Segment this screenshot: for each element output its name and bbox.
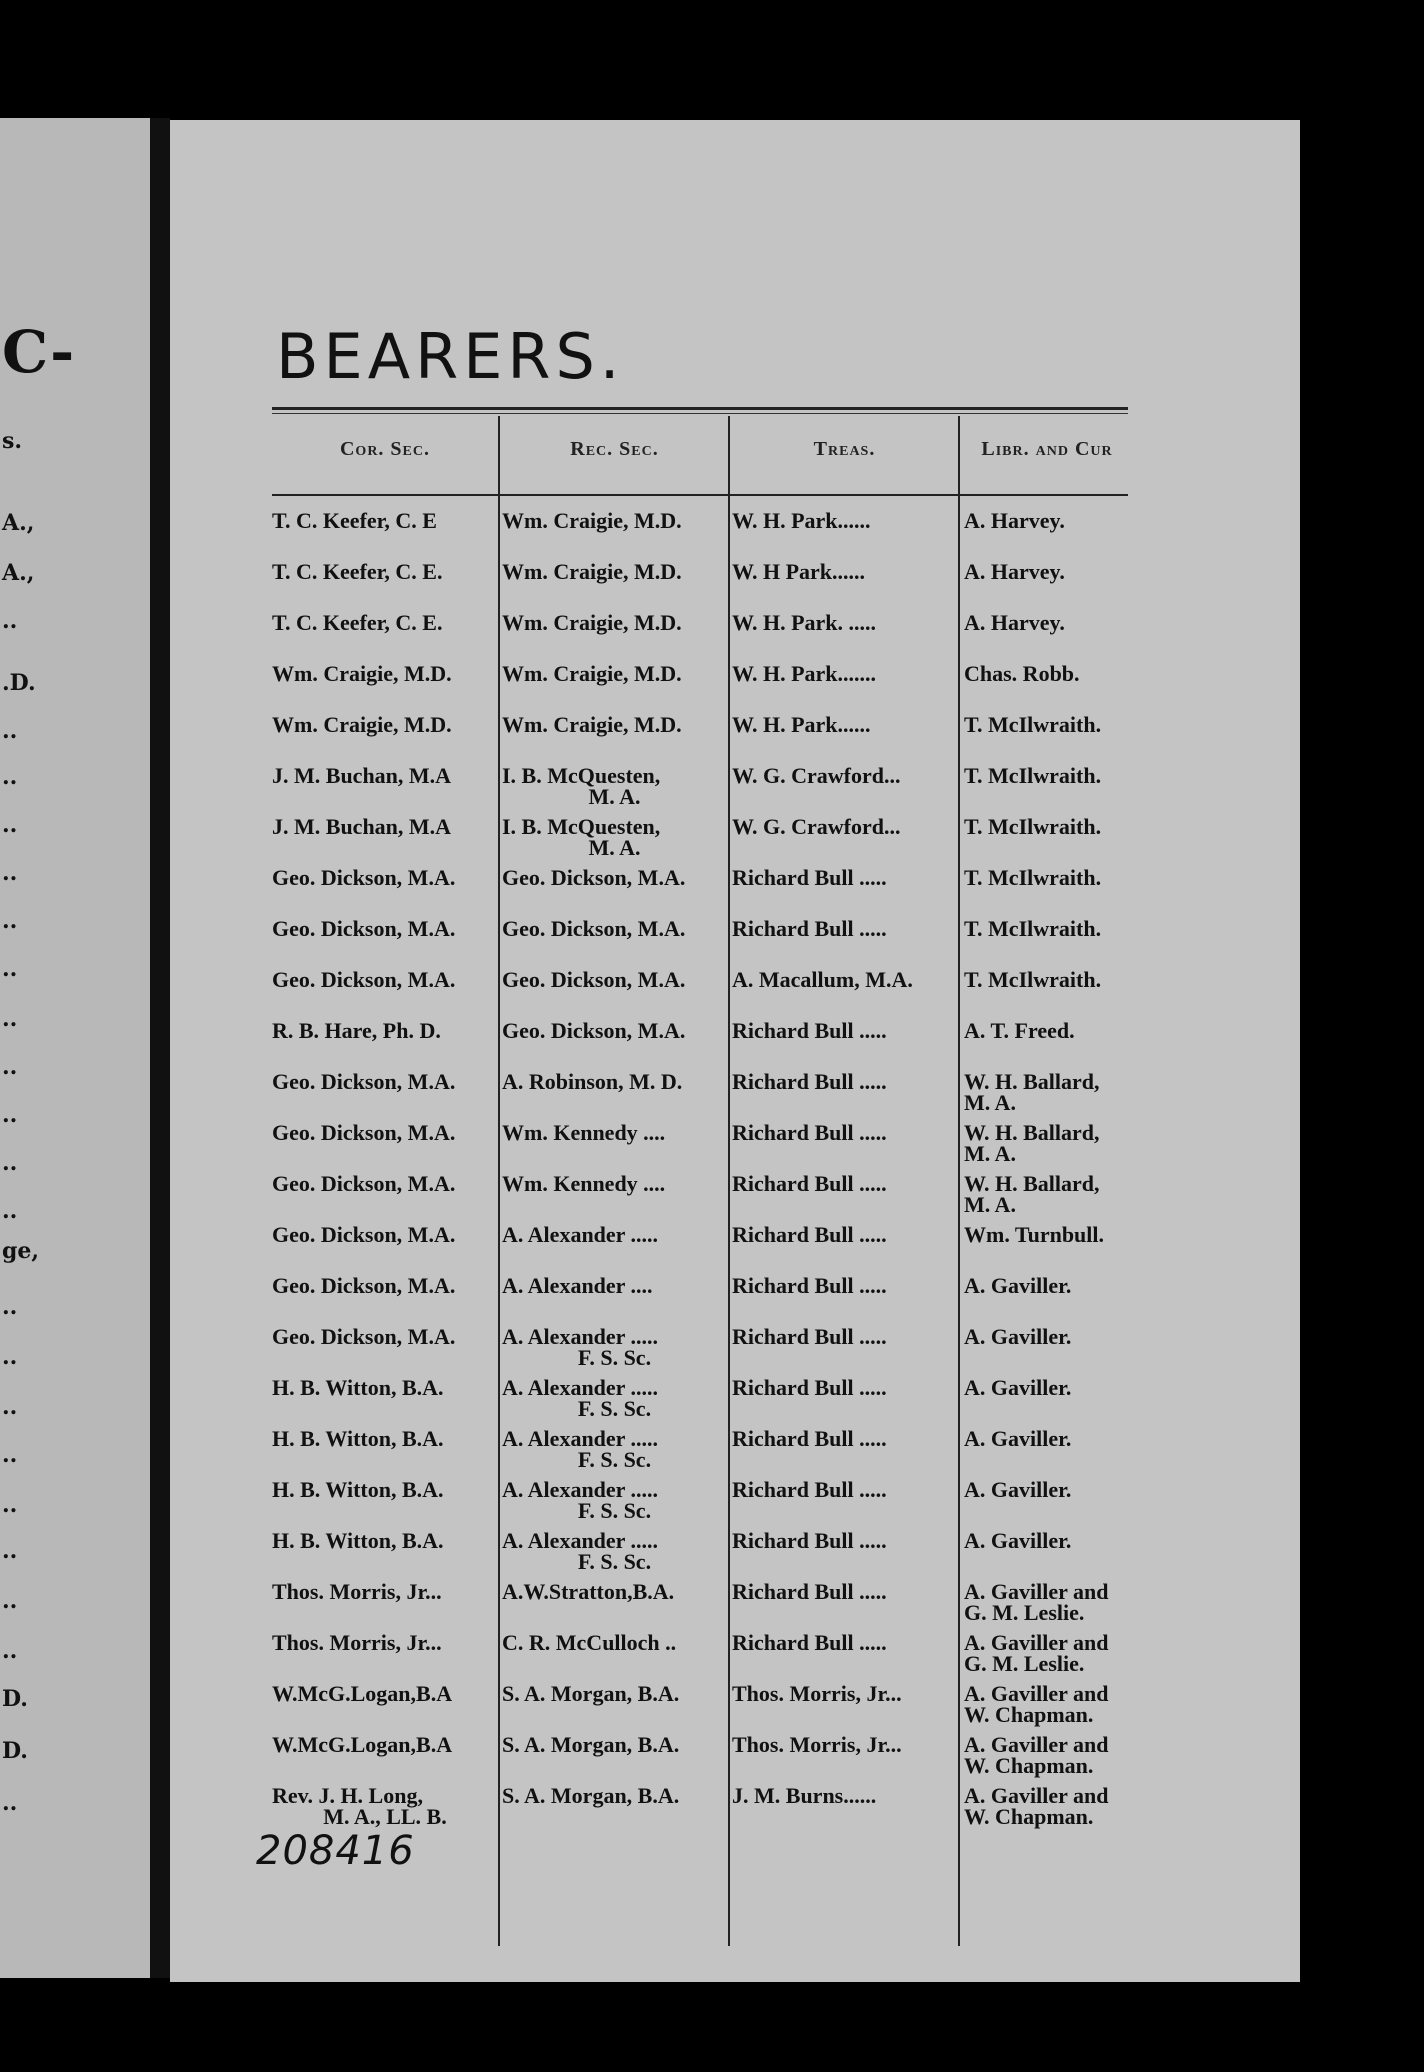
cell-line: W. H. Ballard, [964,1069,1100,1094]
cell-continuation-line: W. Chapman. [964,1702,1094,1727]
table-row [272,1275,1152,1323]
cell-libr-cur [964,1479,1154,1500]
cell-line: T. McIlwraith. [964,916,1102,941]
cell-rec-sec [502,510,727,531]
cell-line: Richard Bull ..... [732,1171,887,1196]
cell-line: W. H. Ballard, [964,1171,1100,1196]
cell-treas [732,1275,957,1296]
facing-page-line-fragment: .. [2,1102,18,1128]
handwritten-accession-number: 208416 [256,1828,415,1874]
cell-libr-cur [964,1122,1154,1164]
cell-libr-cur [964,816,1154,837]
cell-cor-sec [272,1326,498,1347]
cell-continuation-line: G. M. Leslie. [964,1651,1085,1676]
facing-page-line-fragment: .D. [2,670,36,696]
cell-rec-sec [502,765,727,807]
facing-page-line-fragment: .. [2,1294,18,1320]
cell-line: Thos. Morris, Jr... [272,1630,442,1655]
cell-continuation-line: F. S. Sc. [577,1396,652,1421]
cell-rec-sec [502,1377,727,1419]
cell-line: Richard Bull ..... [732,1222,887,1247]
cell-line: Richard Bull ..... [732,1273,887,1298]
cell-line: A. Gaviller and [964,1630,1109,1655]
table-row [272,1734,1152,1782]
cell-line: W.McG.Logan,B.A [272,1732,453,1757]
cell-cor-sec [272,816,498,837]
cell-line: A. Alexander ..... [502,1324,659,1349]
cell-line: A.W.Stratton,B.A. [502,1579,675,1604]
cell-rec-sec [502,1479,727,1521]
cell-line: Wm. Craigie, M.D. [502,508,682,533]
facing-page-line-fragment: .. [2,1054,18,1080]
cell-rec-sec [502,1632,727,1653]
cell-line: I. B. McQuesten, [502,814,661,839]
cell-line: W. H. Park...... [732,712,871,737]
cell-treas [732,612,957,633]
facing-page-line-fragment: .. [2,1394,18,1420]
cell-line: Richard Bull ..... [732,916,887,941]
cell-line: J. M. Buchan, M.A [272,763,452,788]
cell-line: Wm. Kennedy .... [502,1171,666,1196]
table-row [272,1377,1152,1425]
cell-libr-cur [964,663,1154,684]
table-row [272,969,1152,1017]
cell-libr-cur [964,510,1154,531]
cell-cor-sec [272,1224,498,1245]
cell-treas [732,1581,957,1602]
table-row [272,612,1152,660]
table-row [272,867,1152,915]
cell-line: A. T. Freed. [964,1018,1075,1043]
header-rule [272,407,1128,410]
cell-treas [732,663,957,684]
cell-line: W. H. Park. ..... [732,610,877,635]
table-row [272,1224,1152,1272]
cell-line: Geo. Dickson, M.A. [272,1273,456,1298]
cell-rec-sec [502,1326,727,1368]
cell-cor-sec [272,1377,498,1398]
facing-page-line-fragment: .. [2,718,18,744]
cell-treas [732,714,957,735]
cell-line: A. Robinson, M. D. [502,1069,683,1094]
cell-line: W. H. Park...... [732,508,871,533]
cell-line: T. C. Keefer, C. E. [272,610,443,635]
table-row [272,1071,1152,1119]
cell-treas [732,1071,957,1092]
table-row [272,561,1152,609]
cell-rec-sec [502,1275,727,1296]
table-row [272,1173,1152,1221]
facing-page-line-fragment: A., [2,510,35,536]
column-header-rule [272,494,1128,496]
cell-line: S. A. Morgan, B.A. [502,1783,680,1808]
cell-treas [732,918,957,939]
table-row [272,1632,1152,1680]
cell-cor-sec [272,1632,498,1653]
cell-cor-sec [272,1581,498,1602]
table-row [272,510,1152,558]
facing-page-line-fragment: .. [2,1344,18,1370]
table-row [272,1122,1152,1170]
cell-line: Wm. Kennedy .... [502,1120,666,1145]
cell-rec-sec [502,1020,727,1041]
column-header-libr-cur: Libr. and Cur [981,438,1113,460]
table-row [272,1428,1152,1476]
cell-treas [732,1224,957,1245]
cell-line: Richard Bull ..... [732,1528,887,1553]
facing-page-fragment [0,118,150,1978]
cell-continuation-line: F. S. Sc. [577,1345,652,1370]
cell-line: Richard Bull ..... [732,1426,887,1451]
cell-cor-sec [272,1734,498,1755]
cell-cor-sec [272,765,498,786]
cell-treas [732,816,957,837]
cell-line: Geo. Dickson, M.A. [272,1324,456,1349]
cell-line: Geo. Dickson, M.A. [272,865,456,890]
cell-libr-cur [964,1275,1154,1296]
cell-libr-cur [964,612,1154,633]
cell-treas [732,765,957,786]
cell-line: A. Macallum, M.A. [732,967,913,992]
facing-page-heading-fragment: C- [2,318,77,386]
facing-page-line-fragment: .. [2,1198,18,1224]
cell-rec-sec [502,1071,727,1092]
cell-treas [732,1326,957,1347]
cell-line: W.McG.Logan,B.A [272,1681,453,1706]
table-row [272,1326,1152,1374]
cell-line: Richard Bull ..... [732,865,887,890]
facing-page-line-fragment: ge, [2,1238,40,1264]
cell-treas [732,561,957,582]
page-title: BEARERS. [276,320,625,393]
cell-cor-sec [272,1428,498,1449]
cell-rec-sec [502,867,727,888]
cell-continuation-line: M. A. [588,784,641,809]
cell-line: A. Harvey. [964,559,1065,584]
facing-page-line-fragment: .. [2,1442,18,1468]
cell-line: Geo. Dickson, M.A. [502,865,686,890]
cell-line: Wm. Craigie, M.D. [272,661,452,686]
cell-line: A. Gaviller. [964,1426,1072,1451]
cell-rec-sec [502,969,727,990]
cell-line: A. Gaviller and [964,1783,1109,1808]
cell-libr-cur [964,918,1154,939]
cell-libr-cur [964,1785,1154,1827]
cell-line: A. Alexander .... [502,1273,653,1298]
cell-line: I. B. McQuesten, [502,763,661,788]
cell-line: Wm. Craigie, M.D. [272,712,452,737]
cell-treas [732,1479,957,1500]
facing-page-line-fragment: D. [2,1686,28,1712]
cell-cor-sec [272,510,498,531]
cell-libr-cur [964,765,1154,786]
cell-cor-sec [272,561,498,582]
cell-line: H. B. Witton, B.A. [272,1528,444,1553]
table-row [272,1785,1152,1833]
cell-line: T. McIlwraith. [964,712,1102,737]
cell-line: W. G. Crawford... [732,763,901,788]
cell-libr-cur [964,1683,1154,1725]
cell-continuation-line: W. Chapman. [964,1804,1094,1829]
cell-line: A. Alexander ..... [502,1426,659,1451]
cell-line: A. Gaviller. [964,1528,1072,1553]
facing-page-line-fragment: .. [2,860,18,886]
cell-line: A. Alexander ..... [502,1222,659,1247]
cell-line: T. McIlwraith. [964,814,1102,839]
cell-line: A. Alexander ..... [502,1477,659,1502]
cell-libr-cur [964,1071,1154,1113]
cell-line: A. Gaviller and [964,1732,1109,1757]
cell-rec-sec [502,1530,727,1572]
cell-line: A. Gaviller. [964,1273,1072,1298]
cell-cor-sec [272,867,498,888]
cell-line: T. C. Keefer, C. E. [272,559,443,584]
cell-continuation-line: G. M. Leslie. [964,1600,1085,1625]
cell-rec-sec [502,918,727,939]
cell-line: A. Harvey. [964,508,1065,533]
cell-line: H. B. Witton, B.A. [272,1375,444,1400]
cell-line: Geo. Dickson, M.A. [272,967,456,992]
cell-line: A. Alexander ..... [502,1375,659,1400]
cell-continuation-line: M. A. [964,1090,1016,1115]
cell-line: H. B. Witton, B.A. [272,1426,444,1451]
cell-cor-sec [272,1479,498,1500]
cell-libr-cur [964,867,1154,888]
cell-line: A. Gaviller. [964,1375,1072,1400]
column-header-treas: Treas. [813,438,876,460]
cell-line: Geo. Dickson, M.A. [272,916,456,941]
facing-page-line-fragment: s. [2,428,23,454]
cell-rec-sec [502,663,727,684]
cell-treas [732,1122,957,1143]
cell-continuation-line: M. A., LL. B. [323,1804,447,1829]
cell-line: Thos. Morris, Jr... [732,1681,902,1706]
cell-cor-sec [272,663,498,684]
cell-treas [732,1020,957,1041]
cell-line: T. McIlwraith. [964,865,1102,890]
cell-line: Richard Bull ..... [732,1324,887,1349]
cell-treas [732,1683,957,1704]
cell-treas [732,510,957,531]
cell-cor-sec [272,1683,498,1704]
cell-libr-cur [964,1581,1154,1623]
cell-libr-cur [964,1428,1154,1449]
cell-continuation-line: F. S. Sc. [577,1549,652,1574]
cell-line: S. A. Morgan, B.A. [502,1732,680,1757]
cell-line: S. A. Morgan, B.A. [502,1681,680,1706]
table-row [272,1020,1152,1068]
cell-line: A. Gaviller and [964,1579,1109,1604]
cell-libr-cur [964,561,1154,582]
table-row [272,1530,1152,1578]
cell-line: T. McIlwraith. [964,763,1102,788]
cell-cor-sec [272,1785,498,1827]
cell-cor-sec [272,1275,498,1296]
cell-continuation-line: F. S. Sc. [577,1447,652,1472]
cell-line: W. H. Ballard, [964,1120,1100,1145]
cell-continuation-line: M. A. [964,1192,1016,1217]
cell-rec-sec [502,1581,727,1602]
cell-line: Geo. Dickson, M.A. [272,1120,456,1145]
cell-line: Richard Bull ..... [732,1069,887,1094]
cell-rec-sec [502,1428,727,1470]
cell-libr-cur [964,1020,1154,1041]
cell-cor-sec [272,1530,498,1551]
cell-line: A. Harvey. [964,610,1065,635]
cell-cor-sec [272,918,498,939]
facing-page-line-fragment: .. [2,908,18,934]
cell-line: C. R. McCulloch .. [502,1630,677,1655]
cell-libr-cur [964,714,1154,735]
cell-treas [732,1428,957,1449]
table-row [272,663,1152,711]
cell-line: Richard Bull ..... [732,1018,887,1043]
cell-line: A. Gaviller. [964,1477,1072,1502]
cell-treas [732,969,957,990]
table-row [272,765,1152,813]
cell-line: R. B. Hare, Ph. D. [272,1018,441,1043]
cell-treas [732,1632,957,1653]
facing-page-line-fragment: .. [2,1150,18,1176]
cell-line: Rev. J. H. Long, [272,1783,423,1808]
facing-page-line-fragment: .. [2,1790,18,1816]
facing-page-line-fragment: A., [2,560,35,586]
cell-line: Geo. Dickson, M.A. [272,1222,456,1247]
cell-rec-sec [502,816,727,858]
cell-cor-sec [272,1122,498,1143]
cell-line: W. G. Crawford... [732,814,901,839]
cell-line: Chas. Robb. [964,661,1080,686]
cell-line: Geo. Dickson, M.A. [272,1171,456,1196]
cell-rec-sec [502,1683,727,1704]
cell-line: T. C. Keefer, C. E [272,508,437,533]
cell-rec-sec [502,1122,727,1143]
cell-rec-sec [502,561,727,582]
cell-line: Richard Bull ..... [732,1477,887,1502]
table-row [272,1581,1152,1629]
cell-libr-cur [964,1224,1154,1245]
cell-libr-cur [964,1632,1154,1674]
facing-page-line-fragment: .. [2,1006,18,1032]
cell-line: Richard Bull ..... [732,1375,887,1400]
table-row [272,1683,1152,1731]
table-row [272,1479,1152,1527]
cell-line: Wm. Craigie, M.D. [502,712,682,737]
cell-line: Thos. Morris, Jr... [732,1732,902,1757]
cell-cor-sec [272,714,498,735]
cell-cor-sec [272,1071,498,1092]
facing-page-line-fragment: .. [2,956,18,982]
cell-libr-cur [964,1173,1154,1215]
column-header-cor-sec: Cor. Sec. [339,438,430,460]
cell-line: W. H Park...... [732,559,866,584]
cell-rec-sec [502,1173,727,1194]
cell-libr-cur [964,1734,1154,1776]
cell-line: Richard Bull ..... [732,1579,887,1604]
cell-continuation-line: M. A. [588,835,641,860]
cell-line: Wm. Turnbull. [964,1222,1105,1247]
cell-libr-cur [964,969,1154,990]
cell-rec-sec [502,714,727,735]
cell-treas [732,867,957,888]
document-page [170,120,1300,1982]
cell-line: Wm. Craigie, M.D. [502,661,682,686]
facing-page-line-fragment: .. [2,1538,18,1564]
cell-line: Wm. Craigie, M.D. [502,610,682,635]
cell-line: T. McIlwraith. [964,967,1102,992]
header-rule-thin [272,413,1128,414]
cell-libr-cur [964,1530,1154,1551]
facing-page-line-fragment: D. [2,1738,28,1764]
cell-continuation-line: W. Chapman. [964,1753,1094,1778]
cell-libr-cur [964,1326,1154,1347]
cell-cor-sec [272,612,498,633]
column-header-rec-sec: Rec. Sec. [570,438,659,460]
cell-line: Richard Bull ..... [732,1630,887,1655]
cell-treas [732,1377,957,1398]
cell-treas [732,1173,957,1194]
cell-line: Thos. Morris, Jr... [272,1579,442,1604]
table-row [272,816,1152,864]
cell-continuation-line: F. S. Sc. [577,1498,652,1523]
cell-line: Richard Bull ..... [732,1120,887,1145]
cell-treas [732,1785,957,1806]
cell-cor-sec [272,1020,498,1041]
cell-libr-cur [964,1377,1154,1398]
table-row [272,918,1152,966]
cell-line: H. B. Witton, B.A. [272,1477,444,1502]
facing-page-line-fragment: .. [2,1588,18,1614]
cell-line: Geo. Dickson, M.A. [502,1018,686,1043]
facing-page-line-fragment: .. [2,1492,18,1518]
facing-page-line-fragment: .. [2,764,18,790]
facing-page-line-fragment: .. [2,608,18,634]
table-row [272,714,1152,762]
cell-line: Geo. Dickson, M.A. [502,916,686,941]
cell-rec-sec [502,1734,727,1755]
cell-line: A. Gaviller and [964,1681,1109,1706]
facing-page-line-fragment: .. [2,1638,18,1664]
cell-line: A. Gaviller. [964,1324,1072,1349]
cell-treas [732,1530,957,1551]
cell-treas [732,1734,957,1755]
cell-line: W. H. Park....... [732,661,877,686]
cell-line: Geo. Dickson, M.A. [272,1069,456,1094]
book-gutter [150,118,170,1978]
cell-line: Wm. Craigie, M.D. [502,559,682,584]
facing-page-line-fragment: .. [2,812,18,838]
cell-rec-sec [502,1224,727,1245]
cell-rec-sec [502,612,727,633]
cell-cor-sec [272,969,498,990]
cell-line: Geo. Dickson, M.A. [502,967,686,992]
cell-continuation-line: M. A. [964,1141,1016,1166]
cell-rec-sec [502,1785,727,1806]
cell-line: J. M. Buchan, M.A [272,814,452,839]
cell-cor-sec [272,1173,498,1194]
cell-line: J. M. Burns...... [732,1783,877,1808]
cell-line: A. Alexander ..... [502,1528,659,1553]
